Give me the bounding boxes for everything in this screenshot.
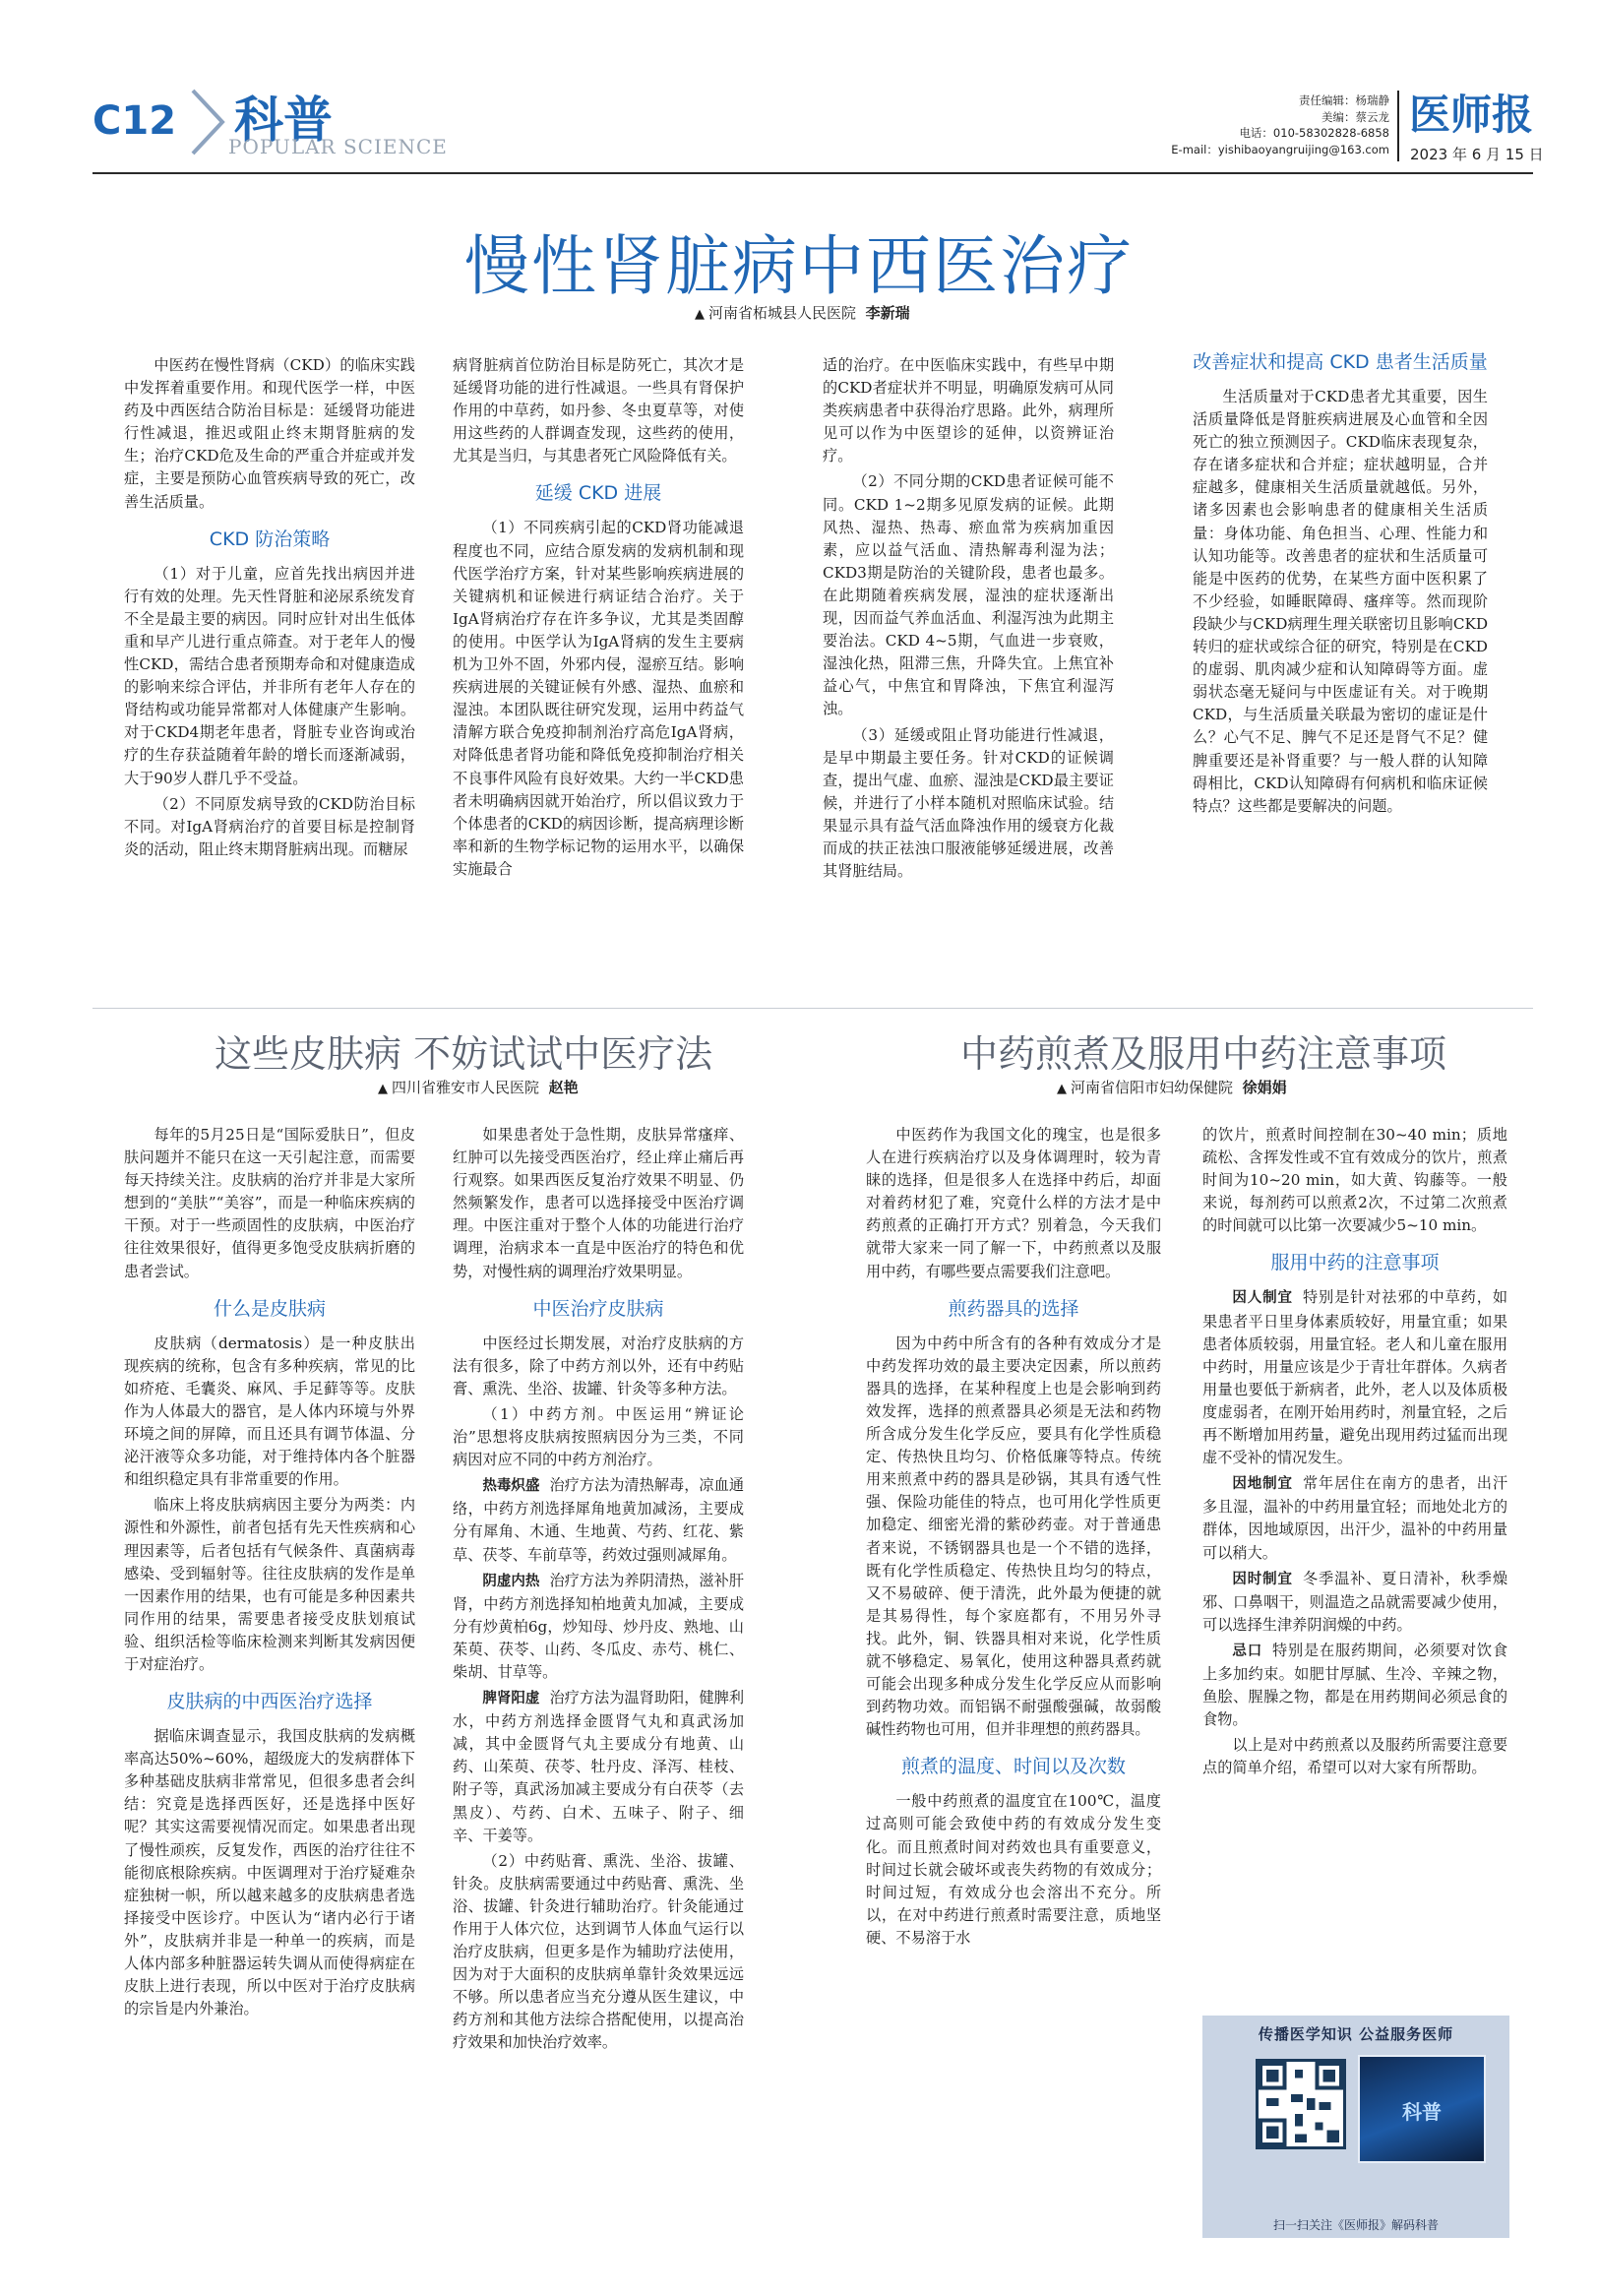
section-heading: 煎煮的温度、时间以及次数 [900, 1756, 1126, 1778]
paragraph: 每年的5月25日是“国际爱肤日”，但皮肤问题并不能只在这一天引起注意，而需要每天持续关注。皮肤病的治疗并非是大家所想到的“美肤”“美容”，而是一种临床疾病的干预。对于一些顽固性的皮肤病，中医治疗往往效果很好，值得更多饱受皮肤病折磨的患者尝试。 [124, 1126, 415, 1280]
section-heading: 中医治疗皮肤病 [532, 1297, 664, 1320]
paragraph: 中医经过长期发展，对治疗皮肤病的方法有很多，除了中药方剂以外，还有中药贴膏、熏洗、坐浴、拔罐、针灸等多种方法。 [453, 1334, 744, 1397]
byline-ckd [695, 302, 910, 323]
section-heading: CKD 防治策略 [209, 527, 331, 550]
section-heading: 煎药器具的选择 [948, 1297, 1079, 1320]
triangle-icon: ▲ [695, 307, 705, 322]
paragraph-text: 治疗方法为温肾助阳，健脾利水，中药方剂选择金匮肾气丸和真武汤加减，其中金匮肾气丸主要成分有地黄、山药、山茱萸、茯苓、牡丹皮、泽泻、桂枝、附子等，真武汤加减主要成分有白茯苓（去黑皮）、芍药、白术、五味子、附子、细辛、干姜等。 [453, 1689, 745, 1844]
paragraph: 因为中药中所含有的各种有效成分才是中药发挥功效的最主要决定因素，所以煎药器具的选择，在某种程度上也是会影响到药效发挥，选择的煎煮器具必须是无法和药物所含成分发生化学反应，要具有化学性质稳定、传热快且均匀、价格低廉等特点。传统用来煎煮中药的器具是砂锅，其具有透气性强、保险功能佳的特点，也可用化学性质更加稳定、细密光滑的紫砂药壶。对于普通患者来说，不锈钢器具也是一个不错的选择，既有化学性质稳定、传热快且均匀的特点，又不易破碎、便于清洗，此外最为便捷的就是其易得性，每个家庭都有，不用另外寻找。此外，铜、铁器具相对来说，化学性质就不够稳定、易氧化，使用这种器具煮药就可能会出现多种成分发生化学反应从而影响到药物功效。而铝锅不耐强酸强碱，故弱酸碱性药物也可用，但并非理想的煎药器具。 [866, 1334, 1161, 1739]
article-title-ckd: 慢性肾脏病中西医治疗 [464, 228, 1134, 304]
byline-org: 河南省信阳市妇幼保健院 [1071, 1079, 1234, 1096]
decoction-column-1 [866, 1124, 1161, 1953]
paragraph: （1）对于儿童，应首先找出病因并进行有效的处理。先天性肾脏和泌尿系统发育不全是最主要的病因。同时应针对出生低体重和早产儿进行重点筛查。对于老年人的慢性CKD，需结合患者预期寿命和对健康造成的影响来综合评估，并非所有老年人存在的肾结构或功能异常都对人体健康产生影响。对于CKD4期老年患者，肾脏专业咨询或治疗的生存获益随着年龄的增长而逐渐减弱，大于90岁人群几乎不受益。 [124, 564, 415, 787]
paragraph: 一般中药煎煮的温度宜在100℃，温度过高则可能会致使中药的有效成分发生变化。而且煎煮时间对药效也具有重要意义，时间过长就会破坏或丧失药物的有效成分；时间过短，有效成分也会溶出不充分。所以，在对中药进行煎煮时需要注意，质地坚硬、不易溶于水 [866, 1792, 1161, 1947]
paragraph: （3）延缓或阻止肾功能进行性减退，是早中期最主要任务。针对CKD的证候调查，提出气虚、血瘀、湿浊是CKD最主要证候，并进行了小样本随机对照临床试验。结果显示具有益气活血降浊作用的缓衰方化裁而成的扶正祛浊口服液能够延缓进展，改善其肾脏结局。 [823, 725, 1114, 881]
paragraph-text: 特别是针对祛邪的中草药，如果患者平日里身体素质较好，用量宜重；如果患者体质较弱，用量宜轻。老人和儿童在服用中药时，用量应该是少于青壮年群体。久病者用量也要低于新病者，此外，老人以及体质极度虚弱者，在刚开始用药时，剂量宜轻，之后再不断增加用药量，避免出现用药过猛而出现虚不受补的情况发生。 [1202, 1288, 1508, 1467]
section-heading: 服用中药的注意事项 [1270, 1252, 1440, 1274]
paragraph: （1）不同疾病引起的CKD肾功能减退程度也不同，应结合原发病的发病机制和现代医学治疗方案，针对某些影响疾病进展的关键病机和证候进行病证结合治疗。关于IgA肾病治疗存在许多争议，尤其是类固醇的使用。中医学认为IgA肾病的发生主要病机为卫外不固，外邪内侵，湿瘀互结。影响疾病进展的关键证候有外感、湿热、血瘀和湿浊。本团队既往研究发现，运用中药益气清解方联合免疫抑制剂治疗高危IgA肾病，对降低患者肾功能和降低免疫抑制治疗相关不良事件风险有良好效果。大约一半CKD患者未明确病因就开始治疗，所以倡议致力于个体患者的CKD的病因诊断，提高病理诊断率和新的生物学标记物的运用水平，以确保实施最合 [453, 519, 744, 878]
paragraph-text: 治疗方法为清热解毒，凉血通络，中药方剂选择犀角地黄加减汤，主要成分有犀角、木通、生地黄、芍药、红花、紫草、茯苓、车前草等，药效过强则减犀角。 [453, 1476, 745, 1564]
paragraph-text: 特别是在服药期间，必须要对饮食上多加约束。如肥甘厚腻、生冷、辛辣之物，鱼脍、腥臊之物，都是在用药期间必须忌食的食物。 [1202, 1641, 1508, 1729]
article-title-decoction: 中药煎煮及服用中药注意事项 [960, 1032, 1447, 1076]
paragraph: 以上是对中药煎煮以及服药所需要注意要点的简单介绍，希望可以对大家有所帮助。 [1202, 1736, 1507, 1777]
phone-line: 电话：010-58302828-6858 [1239, 126, 1389, 140]
triangle-icon: ▲ [378, 1082, 388, 1096]
paragraph: 中医药作为我国文化的瑰宝，也是很多人在进行疾病治疗以及身体调理时，较为青睐的选择，但是很多人在选择中药后，却面对着药材犯了难，究竟什么样的方法才是中药煎煮的正确打开方式？别着急，今天我们就带大家来一同了解一下，中药煎煮以及服用中药，有哪些要点需要我们注意吧。 [866, 1126, 1161, 1280]
paragraph: 皮肤病（dermatosis）是一种皮肤出现疾病的统称，包含有多种疾病，常见的比如疥疮、毛囊炎、麻风、手足藓等等。皮肤作为人体最大的器官，是人体内环境与外界环境之间的屏障，而且还具有调节体温、分泌汗液等众多功能，对于维持体内各个脏器和组织稳定具有非常重要的作用。 [124, 1334, 415, 1489]
paragraph: 的饮片，煎煮时间控制在30~40 min；质地疏松、含挥发性或不宜有效成分的饮片，煎煮时间为10~20 min，如大黄、钩藤等。一般来说，每剂药可以煎煮2次，不过第二次煎煮的时间就可以比第一次要减少5~10 min。 [1202, 1126, 1507, 1235]
promo-slogan: 扫一扫关注《医师报》解码科普 [1272, 2218, 1439, 2232]
run-in-heading: 热毒炽盛 [482, 1478, 540, 1495]
run-in-heading: 阴虚内热 [482, 1573, 540, 1589]
ckd-column-4 [1193, 350, 1488, 821]
header-divider [1397, 91, 1399, 161]
section-heading: 改善症状和提高 CKD 患者生活质量 [1193, 351, 1488, 373]
triangle-icon: ▲ [1057, 1082, 1067, 1096]
paragraph-text: 冬季温补、夏日清补，秋季燥邪、口鼻咽干，则温造之品就需要减少使用，可以选择生津养阴润燥的中药。 [1202, 1569, 1508, 1634]
section-subtitle: POPULAR SCIENCE [228, 135, 448, 158]
run-in-heading: 因人制宜 [1232, 1290, 1293, 1307]
paragraph: （2）不同原发病导致的CKD防治目标不同。对IgA肾病治疗的首要目标是控制肾炎的活动，阻止终末期肾脏病出现。而糖尿 [124, 794, 415, 858]
promo-headline: 传播医学知识 公益服务医师 [1258, 2025, 1454, 2043]
paragraph: 适的治疗。在中医临床实践中，有些早中期的CKD者症状并不明显，明确原发病可从同类疾病患者中获得治疗思路。此外，病理所见可以作为中医望诊的延伸，以资辨证治疗。 [823, 356, 1114, 465]
byline-org: 四川省雅安市人民医院 [392, 1079, 540, 1096]
chevron-right-icon [187, 87, 228, 157]
promo-box [1202, 2016, 1509, 2238]
ckd-column-3 [823, 354, 1114, 886]
designer-line: 美编：蔡云龙 [1321, 109, 1389, 124]
skin-column-2 [453, 1124, 744, 2058]
header-rule [92, 172, 1533, 174]
section-heading: 皮肤病的中西医治疗选择 [166, 1691, 373, 1713]
run-in-heading: 忌口 [1232, 1643, 1262, 1659]
byline-author: 赵艳 [548, 1079, 579, 1096]
paragraph: 临床上将皮肤病病因主要分为两类：内源性和外源性，前者包括有先天性疾病和心理因素等，后者包括有气候条件、真菌病毒感染、受到辐射等。往往皮肤病的发作是单一因素作用的结果，也有可能是多种因素共同作用的结果，需要患者接受皮肤划痕试验、组织活检等临床检测来判断其发病因便于对症治疗。 [124, 1496, 415, 1673]
skin-column-1 [124, 1124, 415, 2023]
byline-author: 徐娟娟 [1242, 1079, 1287, 1096]
ckd-column-2 [453, 354, 744, 884]
run-in-heading: 因时制宜 [1232, 1571, 1293, 1587]
run-in-heading: 因地制宜 [1232, 1476, 1293, 1493]
section-heading: 什么是皮肤病 [213, 1297, 326, 1320]
section-divider [92, 1008, 1533, 1009]
qr-code-icon[interactable] [1256, 2059, 1346, 2149]
paragraph: 病肾脏病首位防治目标是防死亡，其次才是延缓肾功能的进行性减退。一些具有肾保护作用的中草药，如丹参、冬虫夏草等，对使用这些药的人群调查发现，这些药的使用，尤其是当归，与其患者死亡风险降低有关。 [453, 356, 744, 465]
paragraph: 生活质量对于CKD患者尤其重要，因生活质量降低是肾脏疾病进展及心血管和全因死亡的独立预测因子。CKD临床表现复杂，存在诸多症状和合并症；症状越明显，合并症越多，健康相关生活质量就越低。另外，诸多因素也会影响患者的健康相关生活质量：身体功能、角色担当、心理、性能力和认知功能等。改善患者的症状和生活质量可能是中医药的优势，在某些方面中医积累了不少经验，如睡眠障碍、瘙痒等。然而现阶段缺少与CKD病理生理关联密切且影响CKD转归的症状或综合征的研究，特别是在CKD的虚弱、肌肉减少症和认知障碍等方面。虚弱状态毫无疑问与中医虚证有关。对于晚期CKD，与生活质量关联最为密切的虚证是什么？心气不足、脾气不足还是肾气不足？健脾重要还是补肾重要？与一般人群的认知障碍相比，CKD认知障碍有何病机和临床证候特点？这些都是要解决的问题。 [1193, 388, 1488, 815]
byline-author: 李新瑞 [865, 304, 910, 322]
byline-skin [378, 1077, 579, 1097]
paragraph: 如果患者处于急性期，皮肤异常瘙痒、红肿可以先接受西医治疗，经止痒止痛后再行观察。如果西医反复治疗效果不明显、仍然频繁发作，患者可以选择接受中医治疗调理。中医注重对于整个人体的功能进行治疗调理，治病求本一直是中医治疗的特色和优势，对慢性病的调理治疗效果明显。 [453, 1126, 744, 1280]
byline-org: 河南省柘城县人民医院 [708, 304, 857, 322]
byline-decoction [1057, 1077, 1287, 1097]
issue-date: 2023 年 6 月 15 日 [1410, 146, 1544, 163]
decoction-column-2 [1202, 1124, 1507, 1782]
section-title: 科普 [234, 92, 333, 149]
editorial-credits [1102, 93, 1389, 157]
paragraph: （2）中药贴膏、熏洗、坐浴、拔罐、针灸。皮肤病需要通过中药贴膏、熏洗、坐浴、拔罐、针灸进行辅助治疗。针灸能通过作用于人体穴位，达到调节人体血气运行以治疗皮肤病，但更多是作为辅助疗法使用，因为对于大面积的皮肤病单靠针灸效果远远不够。所以患者应当充分遵从医生建议，中药方剂和其他方法综合搭配使用，以提高治疗效果和加快治疗效率。 [453, 1851, 744, 2052]
paragraph-text: 治疗方法为养阴清热，滋补肝肾，中药方剂选择知柏地黄丸加减，主要成分有炒黄柏6g，炒知母、炒丹皮、熟地、山茱萸、茯苓、山药、冬瓜皮、赤芍、桃仁、柴胡、甘草等。 [453, 1571, 745, 1681]
paper-logo: 医师报 [1409, 91, 1534, 139]
section-heading: 延缓 CKD 进展 [534, 482, 662, 505]
paragraph: （1）中药方剂。中医运用“辨证论治”思想将皮肤病按照病因分为三类，不同病因对应不同的中药方剂治疗。 [453, 1404, 744, 1469]
promo-poster: 科普 [1358, 2055, 1486, 2163]
ckd-column-1 [124, 354, 415, 864]
paragraph-text: 常年居住在南方的患者，出汗多且湿，温补的中药用量宜轻；而地处北方的群体，因地域原因，出汗少，温补的中药用量可以稍大。 [1202, 1474, 1508, 1562]
email-line: E-mail：yishibaoyangruijing@163.com [1171, 142, 1389, 156]
page-number: C12 [92, 98, 177, 144]
paragraph: （2）不同分期的CKD患者证候可能不同。CKD 1~2期多见原发病的证候。此期风热、湿热、热毒、瘀血常为疾病加重因素，应以益气活血、清热解毒利湿为法；CKD3期是防治的关键阶段，患者也最多。在此期随着疾病发展，湿浊的症状逐渐出现，因而益气养血活血、利湿泻浊为此期主要治法。CKD 4~5期，气血进一步衰败，湿浊化热，阻滞三焦，升降失宜。上焦宜补益心气，中焦宜和胃降浊，下焦宜利湿泻浊。 [823, 472, 1114, 718]
editor-line: 责任编辑：杨瑞静 [1299, 93, 1389, 107]
run-in-heading: 脾肾阳虚 [482, 1691, 540, 1707]
paragraph: 中医药在慢性肾病（CKD）的临床实践中发挥着重要作用。和现代医学一样，中医药及中西医结合防治目标是：延缓肾功能进行性减退，推迟或阻止终末期肾脏病的发生；治疗CKD危及生命的严重合并症或并发症，主要是预防心血管疾病导致的死亡，改善生活质量。 [124, 356, 415, 511]
article-title-skin: 这些皮肤病 不妨试试中医疗法 [215, 1032, 713, 1076]
paragraph: 据临床调查显示，我国皮肤病的发病概率高达50%~60%，超级庞大的发病群体下多种基础皮肤病非常常见，但很多患者会纠结：究竟是选择西医好，还是选择中医好呢？其实这需要视情况而定。如果患者出现了慢性顽疾，反复发作，西医的治疗往往不能彻底根除疾病。中医调理对于治疗疑难杂症独树一帜，所以越来越多的皮肤病患者选择接受中医诊疗。中医认为“诸内必行于诸外”，皮肤病并非是一种单一的疾病，而是人体内部多种脏器运转失调从而使得病症在皮肤上进行表现，所以中医对于治疗皮肤病的宗旨是内外兼治。 [124, 1727, 415, 2018]
